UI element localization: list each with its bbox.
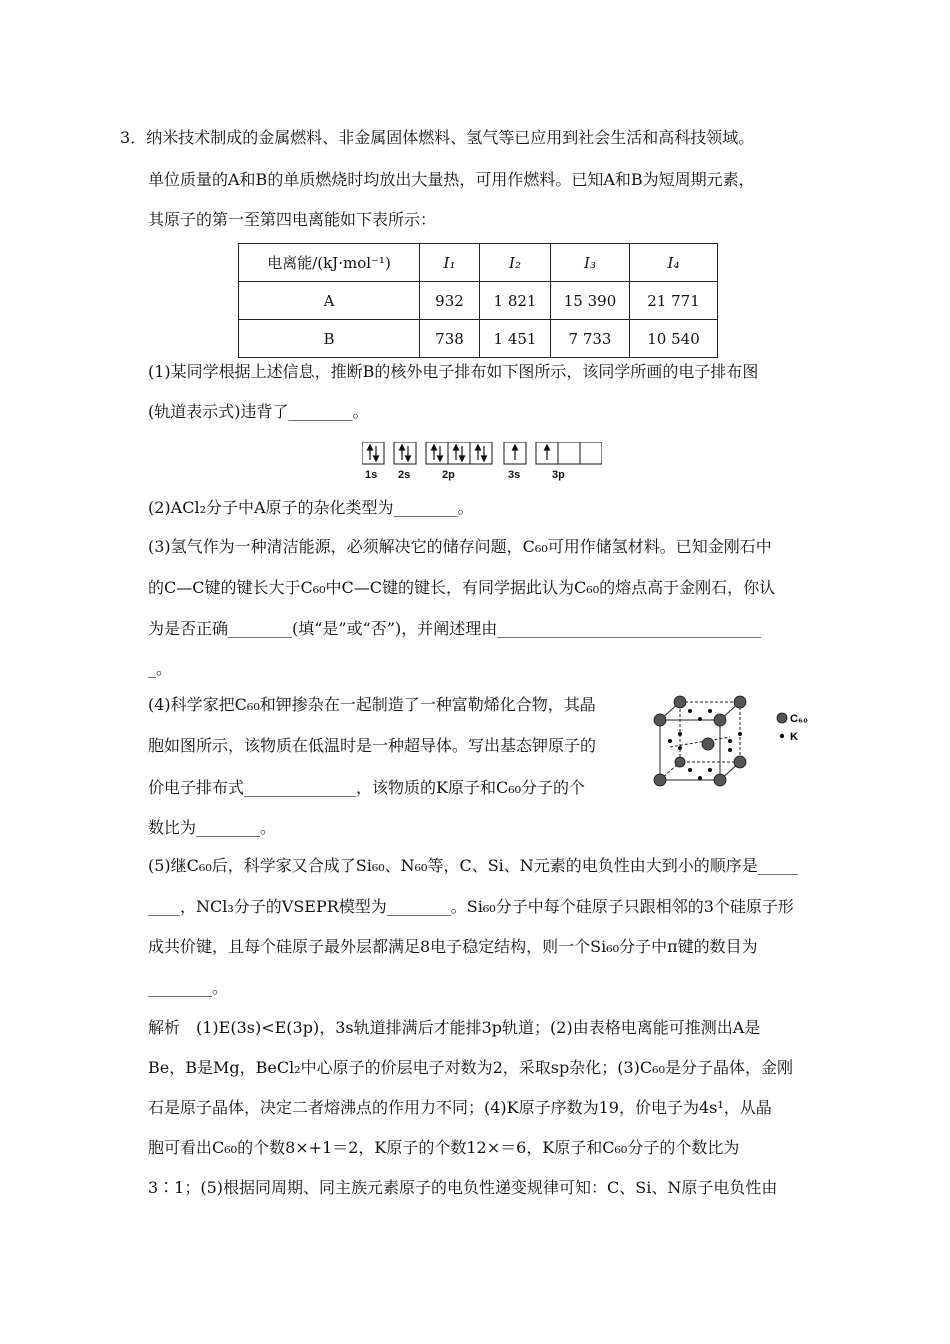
- part-3-line-b: 的C—C键的键长大于C₆₀中C—C键的键长，有同学据此认为C₆₀的熔点高于金刚石，你认: [148, 578, 776, 597]
- part-5-line-c: 成共价键，且每个硅原子最外层都满足8电子稳定结构，则一个Si₆₀分子中π键的数目为: [148, 937, 758, 956]
- answer-line-3: 石是原子晶体，决定二者熔沸点的作用力不同；(4)K原子序数为19，价电子为4s¹，从晶: [148, 1098, 772, 1117]
- answer-line-5: 3∶1；(5)根据同周期、同主族元素原子的电负性递变规律可知：C、Si、N原子电负性由: [148, 1178, 778, 1197]
- legend-c60-label: C₆₀: [790, 713, 808, 725]
- part-1-line-b: (轨道表示式)违背了________。: [148, 402, 369, 421]
- question-number: 3．: [120, 128, 147, 147]
- question-intro-line-3: 其原子的第一至第四电离能如下表所示：: [148, 210, 437, 229]
- table-header-cell: I₃: [551, 244, 630, 282]
- answer-line-2: Be，B是Mg，BeCl₂中心原子的价层电子对数为2，采取sp杂化；(3)C₆₀是分子晶体，金刚: [148, 1058, 793, 1077]
- orbital-label-3p: 3p: [552, 469, 565, 481]
- orbital-diagram: [362, 442, 602, 482]
- table-cell: 21 771: [630, 282, 718, 320]
- table-row: [239, 282, 718, 320]
- part-3-line-a: (3)氢气作为一种清洁能源，必须解决它的储存问题，C₆₀可用作储氢材料。已知金刚石中: [148, 537, 772, 556]
- part-5-line-a: (5)继C₆₀后，科学家又合成了Si₆₀、N₆₀等，C、Si、N元素的电负性由大到小的顺序是_____: [148, 856, 798, 875]
- question-intro-line-2: 单位质量的A和B的单质燃烧时均放出大量热，可用作燃料。已知A和B为短周期元素，: [148, 170, 755, 189]
- table-header-cell: 电离能/(kJ·mol⁻¹): [239, 244, 420, 282]
- table-cell: 932: [420, 282, 480, 320]
- part-3-line-c: 为是否正确________(填“是”或“否”)，并阐述理由_________________________________: [148, 619, 762, 638]
- part-4-line-d: 数比为________。: [148, 818, 277, 837]
- table-header-cell: I₄: [630, 244, 718, 282]
- table-cell: 1 821: [480, 282, 551, 320]
- part-3-line-d: _。: [148, 659, 173, 678]
- ionization-energy-table: [238, 243, 718, 358]
- answer-line-4: 胞可看出C₆₀的个数8×+1＝2，K原子的个数12×＝6，K原子和C₆₀分子的个数比为: [148, 1138, 740, 1157]
- table-header-cell: I₁: [420, 244, 480, 282]
- orbital-label-3s: 3s: [508, 469, 521, 481]
- intro-text-1: 纳米技术制成的金属燃料、非金属固体燃料、氢气等已应用到社会生活和高科技领域。: [146, 128, 755, 147]
- table-cell: 10 540: [630, 320, 718, 358]
- orbital-label-1s: 1s: [365, 469, 378, 481]
- part-1-line-a: (1)某同学根据上述信息，推断B的核外电子排布如下图所示，该同学所画的电子排布图: [148, 362, 759, 381]
- legend-k-label: K: [790, 731, 798, 743]
- part-5-line-b: ____，NCl₃分子的VSEPR模型为________。Si₆₀分子中每个硅原子只跟相邻的3个硅原子形: [148, 897, 794, 916]
- table-cell: A: [239, 282, 420, 320]
- table-cell: 1 451: [480, 320, 551, 358]
- table-header-cell: I₂: [480, 244, 551, 282]
- table-header-row: [239, 244, 718, 282]
- table-cell: 7 733: [551, 320, 630, 358]
- crystal-cell-diagram: [652, 692, 812, 792]
- table-cell: B: [239, 320, 420, 358]
- orbital-label-2s: 2s: [398, 469, 411, 481]
- part-2-line: (2)ACl₂分子中A原子的杂化类型为________。: [148, 498, 474, 517]
- question-intro-line-1: [120, 128, 754, 148]
- answer-line-1: 解析 (1)E(3s)<E(3p)，3s轨道排满后才能排3p轨道；(2)由表格电离能可推测出A是: [148, 1018, 761, 1037]
- part-5-line-d: ________。: [148, 978, 229, 997]
- part-4-line-c: 价电子排布式______________，该物质的K原子和C₆₀分子的个: [148, 778, 586, 797]
- table-row: [239, 320, 718, 358]
- table-cell: 738: [420, 320, 480, 358]
- part-4-line-a: (4)科学家把C₆₀和钾掺杂在一起制造了一种富勒烯化合物，其晶: [148, 695, 596, 714]
- table-cell: 15 390: [551, 282, 630, 320]
- orbital-label-2p: 2p: [442, 469, 455, 481]
- part-4-line-b: 胞如图所示，该物质在低温时是一种超导体。写出基态钾原子的: [148, 736, 597, 755]
